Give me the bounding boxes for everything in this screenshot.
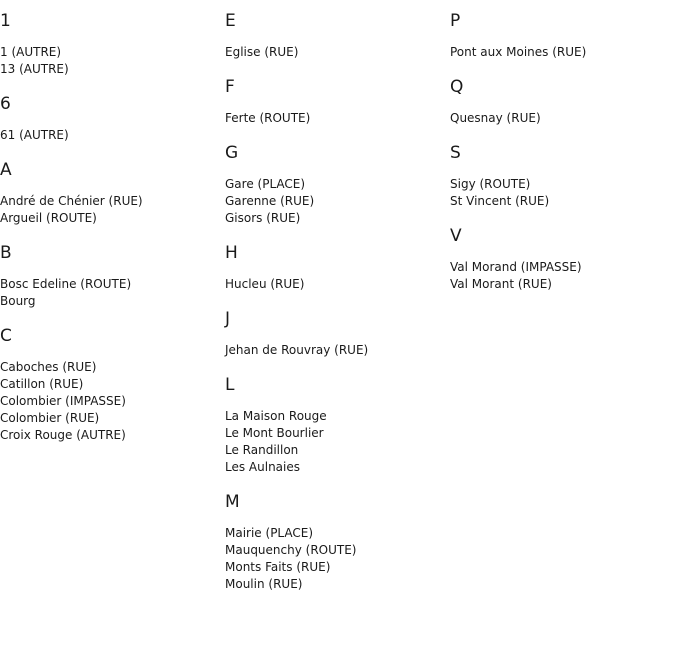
index-letter-heading: J (225, 309, 231, 329)
street-link[interactable]: Monts Faits (RUE) (225, 560, 331, 574)
letter-group (450, 142, 670, 210)
street-list (0, 359, 220, 444)
street-link[interactable]: Val Morant (RUE) (450, 277, 552, 291)
letter-group (225, 242, 445, 293)
street-link[interactable]: Jehan de Rouvray (RUE) (225, 343, 369, 357)
index-letter-heading: S (450, 143, 461, 163)
street-link[interactable]: Garenne (RUE) (225, 194, 315, 208)
street-link[interactable]: Mauquenchy (ROUTE) (225, 543, 357, 557)
letter-group (225, 142, 445, 227)
street-list (225, 110, 445, 127)
street-link[interactable]: Gare (PLACE) (225, 177, 306, 191)
letter-group (0, 325, 220, 444)
street-link[interactable]: Pont aux Moines (RUE) (450, 45, 587, 59)
index-letter-heading: G (225, 143, 239, 163)
street-list (225, 44, 445, 61)
street-link[interactable]: André de Chénier (RUE) (0, 194, 143, 208)
street-link[interactable]: St Vincent (RUE) (450, 194, 550, 208)
index-letter-heading: M (225, 492, 240, 512)
index-letter-heading: V (450, 226, 462, 246)
street-list (450, 110, 670, 127)
street-link[interactable]: Les Aulnaies (225, 460, 300, 474)
index-letter-heading: F (225, 77, 235, 97)
index-letter-heading: 1 (0, 11, 11, 31)
letter-group (450, 76, 670, 127)
letter-group (0, 242, 220, 310)
street-link[interactable]: Le Randillon (225, 443, 299, 457)
street-link[interactable]: Moulin (RUE) (225, 577, 303, 591)
street-list (0, 193, 220, 227)
street-link[interactable]: Colombier (IMPASSE) (0, 394, 126, 408)
street-list (225, 342, 445, 359)
index-column-2 (225, 10, 445, 608)
index-letter-heading: P (450, 11, 461, 31)
index-letter-heading: L (225, 375, 235, 395)
index-column-1 (0, 10, 220, 459)
letter-group (225, 308, 445, 359)
index-letter-heading: 6 (0, 94, 11, 114)
street-list (450, 259, 670, 293)
index-letter-heading: E (225, 11, 236, 31)
street-link[interactable]: La Maison Rouge (225, 409, 327, 423)
street-link[interactable]: Bourg (0, 294, 36, 308)
street-link[interactable]: Quesnay (RUE) (450, 111, 541, 125)
letter-group (225, 374, 445, 476)
street-link[interactable]: Le Mont Bourlier (225, 426, 324, 440)
street-link[interactable]: Val Morand (IMPASSE) (450, 260, 582, 274)
street-link[interactable]: Bosc Edeline (ROUTE) (0, 277, 132, 291)
street-list (225, 176, 445, 227)
street-link[interactable]: Eglise (RUE) (225, 45, 299, 59)
street-list (225, 408, 445, 476)
street-link[interactable]: 61 (AUTRE) (0, 128, 69, 142)
street-list (450, 44, 670, 61)
street-link[interactable]: Mairie (PLACE) (225, 526, 314, 540)
letter-group (450, 10, 670, 61)
street-link[interactable]: Croix Rouge (AUTRE) (0, 428, 126, 442)
index-letter-heading: C (0, 326, 12, 346)
street-list (225, 276, 445, 293)
street-list (0, 127, 220, 144)
street-link[interactable]: 13 (AUTRE) (0, 62, 69, 76)
letter-group (0, 10, 220, 78)
letter-group (0, 93, 220, 144)
street-link[interactable]: Gisors (RUE) (225, 211, 301, 225)
street-link[interactable]: Caboches (RUE) (0, 360, 97, 374)
street-link[interactable]: Catillon (RUE) (0, 377, 84, 391)
street-link[interactable]: Colombier (RUE) (0, 411, 100, 425)
street-list (450, 176, 670, 210)
street-list (0, 44, 220, 78)
index-column-3 (450, 10, 670, 308)
index-letter-heading: B (0, 243, 12, 263)
street-link[interactable]: 1 (AUTRE) (0, 45, 62, 59)
street-link[interactable]: Sigy (ROUTE) (450, 177, 531, 191)
letter-group (225, 10, 445, 61)
street-list (0, 276, 220, 310)
index-letter-heading: Q (450, 77, 464, 97)
letter-group (225, 491, 445, 593)
street-link[interactable]: Ferte (ROUTE) (225, 111, 311, 125)
index-letter-heading: H (225, 243, 238, 263)
street-link[interactable]: Hucleu (RUE) (225, 277, 305, 291)
letter-group (450, 225, 670, 293)
street-link[interactable]: Argueil (ROUTE) (0, 211, 97, 225)
letter-group (0, 159, 220, 227)
index-letter-heading: A (0, 160, 12, 180)
letter-group (225, 76, 445, 127)
street-list (225, 525, 445, 593)
